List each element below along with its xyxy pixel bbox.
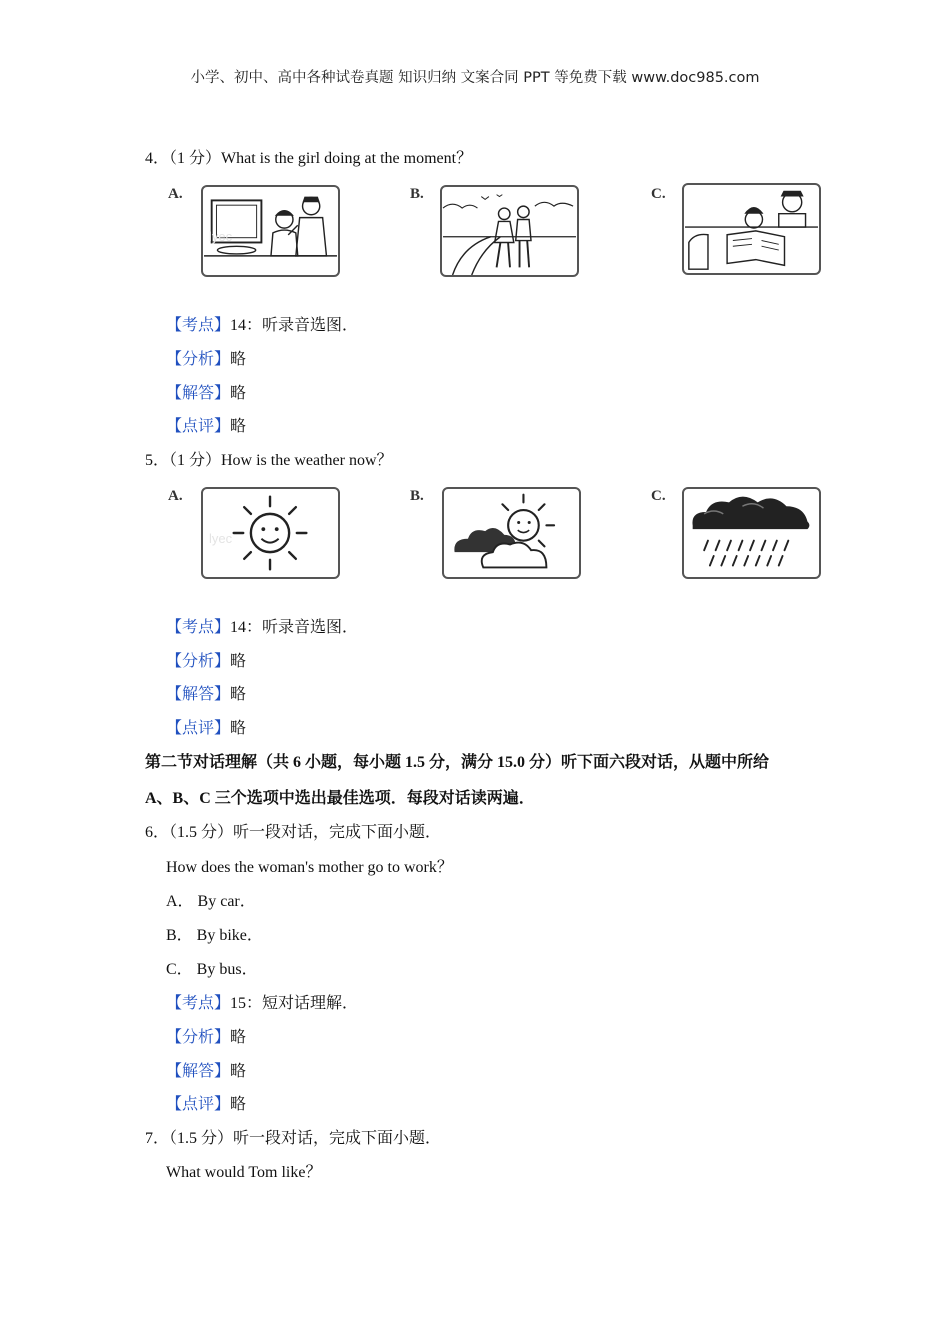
q5-kaodian-text: 14：听录音选图． [230, 619, 359, 636]
dianping-tag: 【点评】 [166, 720, 231, 737]
jieda-tag: 【解答】 [166, 686, 231, 703]
q6-dianping-text: 略 [230, 1096, 247, 1113]
q7-question: What would Tom like？ [166, 1164, 322, 1181]
kaodian-tag: 【考点】 [166, 317, 231, 334]
section2-heading-line1: 第二节对话理解（共 6 小题，每小题 1.5 分，满分 15.0 分）听下面六段对话，从题中所给 [145, 754, 770, 771]
q6-jieda [166, 1062, 246, 1082]
q5-option-a-label: A. [168, 488, 183, 504]
q5-stem: 5．（1 分）How is the weather now？ [145, 452, 393, 469]
q6-choice-b[interactable]: B． By bike． [166, 927, 263, 944]
q5-fenxi [166, 652, 246, 672]
dianping-tag: 【点评】 [166, 1096, 231, 1113]
q4-kaodian [166, 316, 358, 336]
header-watermark: 小学、初中、高中各种试卷真题 知识归纳 文案合同 PPT 等免费下载 www.doc985.com [190, 70, 760, 86]
fenxi-tag: 【分析】 [166, 351, 231, 368]
q5-jieda [166, 685, 246, 705]
q5-option-a-image[interactable] [201, 487, 340, 579]
walking-scene-icon [442, 187, 577, 275]
q6-dianping [166, 1095, 246, 1115]
faint-watermark: lyec [209, 229, 233, 244]
q4-jieda [166, 384, 246, 404]
q6-stem: 6．（1.5 分）听一段对话，完成下面小题． [145, 824, 442, 841]
q5-option-c-label: C. [651, 488, 666, 504]
q6-fenxi [166, 1028, 246, 1048]
q4-option-b-image[interactable] [440, 185, 579, 277]
q4-option-b-label: B. [410, 186, 424, 202]
dianping-tag: 【点评】 [166, 418, 231, 435]
q5-dianping [166, 719, 246, 739]
fenxi-tag: 【分析】 [166, 1029, 231, 1046]
q5-jieda-text: 略 [230, 686, 247, 703]
jieda-tag: 【解答】 [166, 1063, 231, 1080]
q4-stem: 4．（1 分）What is the girl doing at the moment？ [145, 150, 473, 167]
q5-option-b-label: B. [410, 488, 424, 504]
kaodian-tag: 【考点】 [166, 995, 231, 1012]
q4-option-c-image[interactable] [682, 183, 821, 275]
q6-choice-a[interactable]: A． By car． [166, 893, 256, 910]
q6-question: How does the woman's mother go to work？ [166, 859, 453, 876]
reading-newspaper-scene-icon [684, 185, 819, 273]
q4-dianping [166, 417, 246, 437]
q4-fenxi-text: 略 [230, 351, 247, 368]
q5-dianping-text: 略 [230, 720, 247, 737]
q4-jieda-text: 略 [230, 385, 247, 402]
q4-fenxi [166, 350, 246, 370]
q5-option-c-image[interactable] [682, 487, 821, 579]
q6-kaodian-text: 15：短对话理解． [230, 995, 359, 1012]
q7-stem: 7．（1.5 分）听一段对话，完成下面小题． [145, 1130, 442, 1147]
q4-option-a-label: A. [168, 186, 183, 202]
q5-option-b-image[interactable] [442, 487, 581, 579]
partly-cloudy-icon [444, 489, 579, 577]
q4-dianping-text: 略 [230, 418, 247, 435]
fenxi-tag: 【分析】 [166, 653, 231, 670]
q5-fenxi-text: 略 [230, 653, 247, 670]
kaodian-tag: 【考点】 [166, 619, 231, 636]
section2-heading-line2: A、B、C 三个选项中选出最佳选项．每段对话读两遍． [145, 790, 535, 807]
q6-kaodian [166, 994, 358, 1014]
rain-cloud-icon [684, 489, 819, 577]
q6-fenxi-text: 略 [230, 1029, 247, 1046]
q4-option-c-label: C. [651, 186, 666, 202]
q5-kaodian [166, 618, 358, 638]
q4-option-a-image[interactable] [201, 185, 340, 277]
faint-watermark: lyec [209, 531, 233, 546]
q6-jieda-text: 略 [230, 1063, 247, 1080]
jieda-tag: 【解答】 [166, 385, 231, 402]
q6-choice-c[interactable]: C． By bus． [166, 961, 258, 978]
q4-kaodian-text: 14：听录音选图． [230, 317, 359, 334]
